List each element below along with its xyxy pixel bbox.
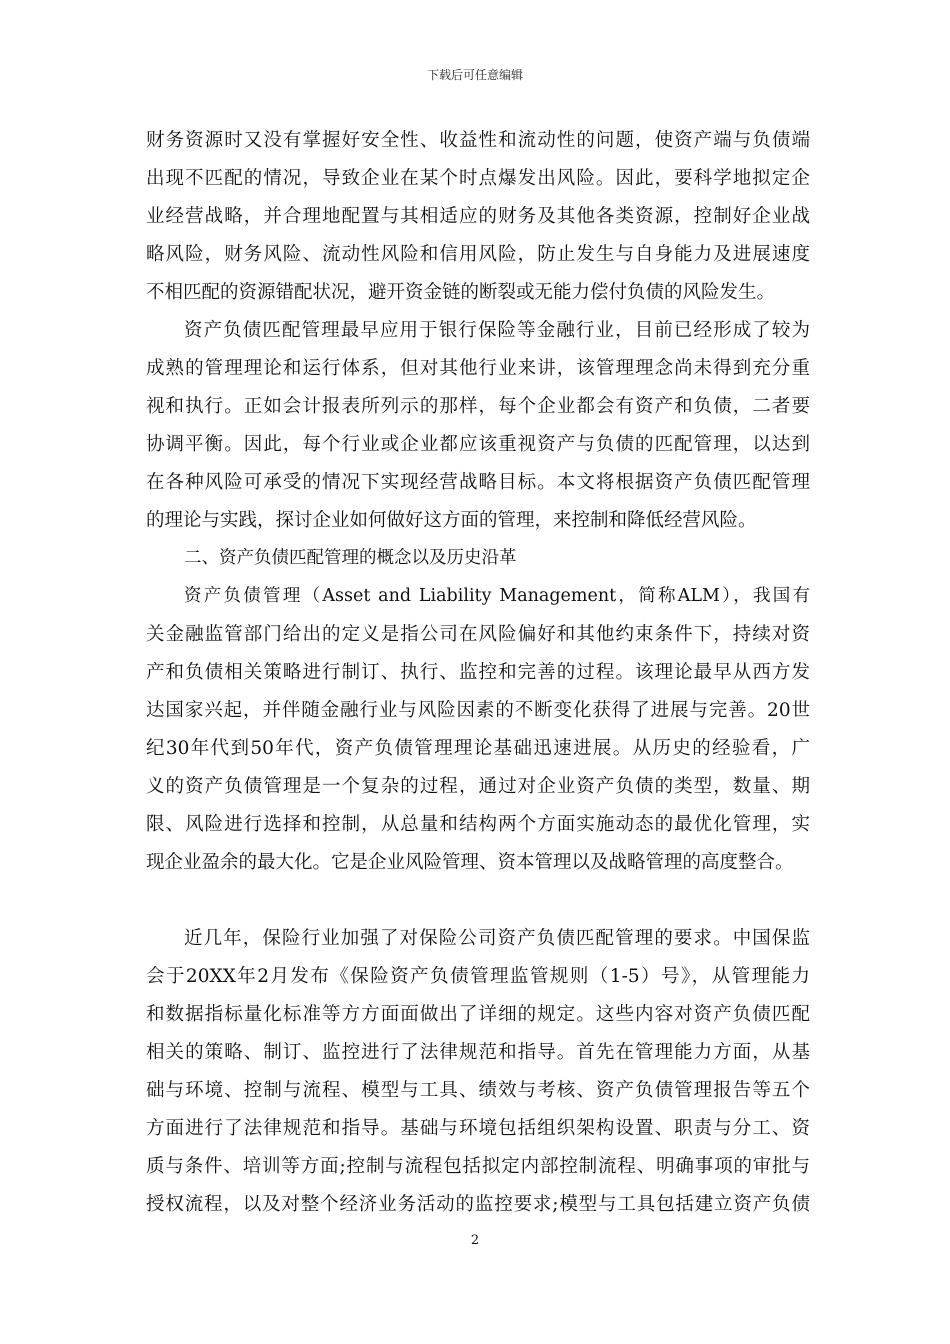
paragraph-line: 产和负债相关策略进行制订、执行、监控和完善的过程。该理论最早从西方发: [146, 662, 810, 683]
paragraph-line: 限、风险进行选择和控制，从总量和结构两个方面实施动态的最优化管理，实: [146, 814, 810, 835]
paragraph-line: 关金融监管部门给出的定义是指公司在风险偏好和其他约束条件下，持续对资: [146, 624, 810, 645]
paragraph-line: 授权流程，以及对整个经济业务活动的监控要求;模型与工具包括建立资产负债: [146, 1194, 810, 1215]
page-number: 2: [470, 1233, 480, 1248]
paragraph-line: 资产负债匹配管理最早应用于银行保险等金融行业，目前已经形成了较为: [184, 320, 810, 341]
paragraph-line: 财务资源时又没有掌握好安全性、收益性和流动性的问题，使资产端与负债端: [146, 130, 810, 151]
header-note: 下载后可任意编辑: [426, 68, 523, 82]
paragraph-line: 不相匹配的资源错配状况，避开资金链的断裂或无能力偿付负债的风险发生。: [146, 282, 776, 303]
paragraph-line: 和数据指标量化标准等方方面面做出了详细的规定。这些内容对资产负债匹配: [146, 1004, 810, 1025]
paragraph-line: 的理论与实践，探讨企业如何做好这方面的管理，来控制和降低经营风险。: [146, 510, 757, 531]
section-heading: 二、资产负债匹配管理的概念以及历史沿革: [184, 548, 517, 568]
paragraph-line: 协调平衡。因此，每个行业或企业都应该重视资产与负债的匹配管理，以达到: [146, 434, 810, 455]
paragraph-line: 业经营战略，并合理地配置与其相适应的财务及其他各类资源，控制好企业战: [146, 206, 810, 227]
paragraph-line: 出现不匹配的情况，导致企业在某个时点爆发出风险。因此，要科学地拟定企: [146, 168, 810, 189]
paragraph-line: 资产负债管理（Asset and Liability Management，简称ALM），我国有: [184, 586, 810, 606]
paragraph-line: 成熟的管理理论和运行体系，但对其他行业来讲，该管理理念尚未得到充分重: [146, 358, 810, 379]
paragraph-line: 在各种风险可承受的情况下实现经营战略目标。本文将根据资产负债匹配管理: [146, 472, 810, 493]
paragraph-line: 质与条件、培训等方面;控制与流程包括拟定内部控制流程、明确事项的审批与: [146, 1156, 810, 1177]
paragraph-line: 纪30年代到50年代，资产负债管理理论基础迅速进展。从历史的经验看，广: [146, 738, 810, 759]
paragraph-line: 略风险，财务风险、流动性风险和信用风险，防止发生与自身能力及进展速度: [146, 244, 810, 265]
paragraph-line: 相关的策略、制订、监控进行了法律规范和指导。首先在管理能力方面，从基: [146, 1042, 810, 1063]
paragraph-line: 础与环境、控制与流程、模型与工具、绩效与考核、资产负债管理报告等五个: [146, 1080, 810, 1101]
paragraph-line: 达国家兴起，并伴随金融行业与风险因素的不断变化获得了进展与完善。20世: [146, 700, 810, 721]
paragraph-line: 现企业盈余的最大化。它是企业风险管理、资本管理以及战略管理的高度整合。: [146, 852, 794, 873]
paragraph-line: 近几年，保险行业加强了对保险公司资产负债匹配管理的要求。中国保监: [184, 928, 810, 949]
paragraph-line: 视和执行。正如会计报表所列示的那样，每个企业都会有资产和负债，二者要: [146, 396, 810, 417]
paragraph-line: 义的资产负债管理是一个复杂的过程，通过对企业资产负债的类型，数量、期: [146, 776, 810, 797]
paragraph-line: 方面进行了法律规范和指导。基础与环境包括组织架构设置、职责与分工、资: [146, 1118, 810, 1139]
paragraph-line: 会于20XX年2月发布《保险资产负债管理监管规则（1-5）号》，从管理能力: [146, 966, 810, 987]
